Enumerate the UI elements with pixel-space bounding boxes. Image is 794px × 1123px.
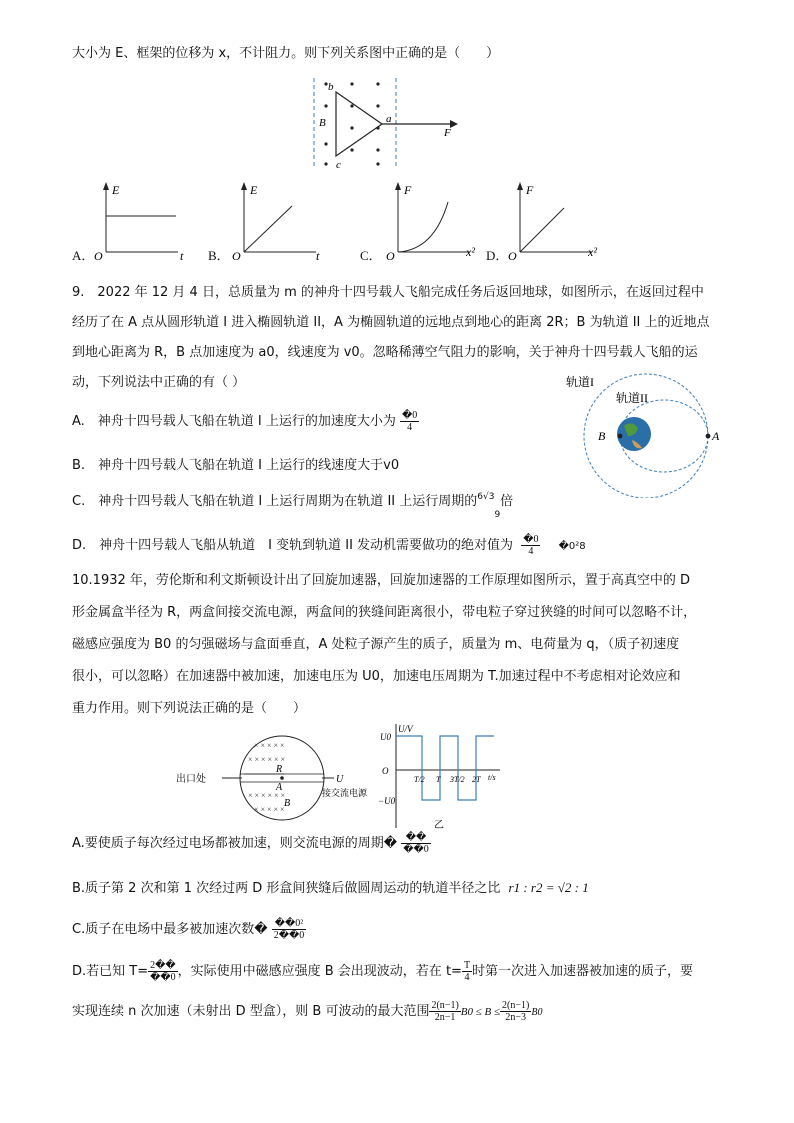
frac-num: 2(n−1) — [502, 1000, 530, 1011]
frac-den: ��0 — [150, 972, 176, 983]
label-c: c — [336, 159, 341, 171]
option-text: C.质子在电场中最多被加速次数� — [72, 922, 268, 937]
frac-num: T — [463, 960, 471, 971]
caption: 乙 — [434, 820, 444, 831]
label-orbit1: 轨道I — [566, 375, 594, 389]
sup: 6√3 — [477, 492, 495, 502]
label-U: U — [336, 774, 344, 785]
origin: O — [386, 249, 395, 262]
tick-label: 2T — [472, 775, 481, 784]
label-a: a — [386, 113, 392, 125]
q8-option-b-graph — [232, 182, 332, 262]
tick-label: T — [436, 775, 441, 784]
frac-den: ��0 — [403, 844, 429, 855]
origin: O — [94, 249, 103, 262]
q8-option-b-letter: B． — [208, 248, 230, 263]
q10-voltage-graph — [378, 718, 508, 834]
option-text: D. 神舟十四号载人飞船从轨道 I 变轨到轨道 II 发动机需要做功的绝对值为 — [72, 538, 514, 553]
ylabel: U/V — [398, 724, 413, 734]
tail: 倍 — [500, 494, 514, 509]
q9-stem-line4: 动，下列说法中正确的有（ ） — [72, 375, 246, 390]
label-U0: U0 — [380, 732, 391, 742]
label-b: b — [328, 81, 334, 93]
sub: 9 — [494, 510, 501, 520]
q8-option-d-graph — [508, 182, 608, 262]
frac-num: 2(n−1) — [431, 1000, 459, 1011]
frac-num: 2�� — [150, 960, 176, 971]
origin: O — [232, 249, 241, 262]
q10-stem-line5: 重力作用。则下列说法正确的是（ ） — [72, 701, 307, 716]
q10-option-b[interactable] — [72, 880, 589, 897]
q10-option-a[interactable] — [72, 832, 431, 855]
tick-label: T/2 — [414, 775, 425, 784]
svg-text:× × × × ×: × × × × × — [254, 741, 285, 750]
ylabel: F — [404, 183, 412, 197]
q9-orbit-figure — [566, 370, 726, 498]
tail: 时第一次进入加速器被加速的质子，要 — [472, 964, 694, 979]
frac-den: 4 — [528, 546, 534, 557]
q9-option-c[interactable] — [72, 492, 513, 521]
option-text: 实现连续 n 次加速（未射出 D 型盒），则 B 可波动的最大范围 — [72, 1004, 430, 1019]
end: B0 — [531, 1007, 543, 1018]
q9-stem-line2: 经历了在 A 点从圆形轨道 I 进入椭圆轨道 II，A 为椭圆轨道的远地点到地心的距离 2R；B 为轨道 II 上的近地点 — [72, 315, 710, 330]
label-F: F — [444, 127, 451, 139]
q10-option-d-line2[interactable] — [72, 1000, 542, 1023]
ylabel: E — [250, 183, 258, 197]
xlabel: x² — [588, 245, 597, 259]
label-B: B — [598, 429, 606, 443]
option-text: A. 神舟十四号载人飞船在轨道 I 上运行的加速度大小为 — [72, 414, 396, 429]
option-text: B.质子第 2 次和第 1 次经过两 D 形盒间狭缝后做圆周运动的轨道半径之比 — [72, 881, 501, 896]
q9-stem-line3: 到地心距离为 R，B 点加速度为 a0，线速度为 v0。忽略稀薄空气阻力的影响，关于神舟十四号载人飞船的运 — [72, 345, 698, 360]
tail: �0²8 — [558, 541, 586, 552]
frac-den: 2n−1 — [434, 1012, 456, 1023]
svg-text:× × × × × ×: × × × × × × — [248, 791, 286, 800]
svg-text:× × × × ×: × × × × × — [254, 805, 285, 814]
q9-option-b[interactable]: B. 神舟十四号载人飞船在轨道 I 上运行的线速度大于v0 — [72, 458, 400, 473]
label-B: B — [284, 798, 291, 809]
option-text: A.要使质子每次经过电场都被加速，则交流电源的周期� — [72, 836, 398, 851]
frac-den: 2n−3 — [505, 1012, 527, 1023]
q8-option-a-graph — [94, 182, 194, 262]
q8-option-c-letter: C． — [360, 248, 382, 263]
q9-option-d[interactable] — [72, 534, 586, 557]
q10-option-d-line1[interactable] — [72, 960, 693, 983]
mid: B0 ≤ B ≤ — [460, 1006, 501, 1018]
q10-stem-line2: 形金属盒半径为 R，两盒间接交流电源，两盒间的狭缝间距离很小，带电粒子穿过狭缝的时间可以忽略不计， — [72, 605, 697, 620]
xlabel: t — [180, 249, 184, 262]
label-exit: 出口处 — [176, 774, 206, 785]
tick-label: 3T/2 — [450, 775, 465, 784]
frac-num: �0 — [523, 534, 539, 545]
option-text: C. 神舟十四号载人飞船在轨道 I 上运行周期为在轨道 II 上运行周期的 — [72, 494, 478, 509]
xlabel: x² — [466, 245, 475, 259]
option-text: D.若已知 T= — [72, 964, 149, 979]
q10-option-c[interactable] — [72, 918, 306, 941]
frac-num: �� — [401, 832, 431, 844]
q9-stem-line1: 9. 2022 年 12 月 4 日，总质量为 m 的神舟十四号载人飞船完成任务后返回地球，如图所示，在返回过程中 — [72, 285, 704, 300]
q8-option-c-graph — [386, 182, 486, 262]
label-negU0: −U0 — [378, 796, 396, 806]
label-B: B — [319, 117, 326, 129]
label-A: A — [712, 429, 720, 443]
frac-num: �0 — [402, 410, 418, 421]
q10-cyclotron-figure — [172, 728, 382, 822]
q10-stem-line1: 10.1932 年，劳伦斯和利文斯顿设计出了回旋加速器，回旋加速器的工作原理如图所示，置于高真空中的 D — [72, 573, 691, 588]
origin: O — [508, 249, 517, 262]
label-R: R — [276, 764, 283, 775]
frac-num: ��0² — [272, 918, 307, 930]
ylabel: E — [112, 183, 120, 197]
xlabel: t/s — [488, 773, 496, 782]
q9-option-a[interactable] — [72, 410, 419, 433]
q8-option-d-letter: D． — [486, 248, 509, 263]
label-A: A — [276, 782, 283, 793]
q8-stem-tail: 大小为 E、框架的位移为 x，不计阻力。则下列关系图中正确的是（ ） — [72, 46, 500, 61]
svg-text:× × × × × ×: × × × × × × — [248, 755, 286, 764]
q10-stem-line3: 磁感应强度为 B0 的匀强磁场与盒面垂直，A 处粒子源产生的质子，质量为 m、电荷量为 q，（质子初速度 — [72, 637, 680, 652]
label-orbit2: 轨道II — [616, 391, 648, 405]
xlabel: t — [316, 249, 320, 262]
label-O: O — [382, 766, 389, 776]
ratio: r1 : r2 = √2 : 1 — [508, 880, 589, 895]
frac-den: 2��0 — [273, 930, 305, 941]
q8-frame-figure — [300, 76, 470, 172]
frac-den: 4 — [407, 422, 413, 433]
label-power: 接交流电源 — [322, 788, 368, 798]
q8-option-a-letter: A． — [72, 248, 95, 263]
q10-stem-line4: 很小，可以忽略）在加速器中被加速，加速电压为 U0，加速电压周期为 T.加速过程中不考虑相对论效应和 — [72, 669, 681, 684]
frac-den: 4 — [464, 972, 470, 983]
mid: ，实际使用中磁感应强度 B 会出现波动，若在 t= — [177, 964, 462, 979]
ylabel: F — [526, 183, 534, 197]
